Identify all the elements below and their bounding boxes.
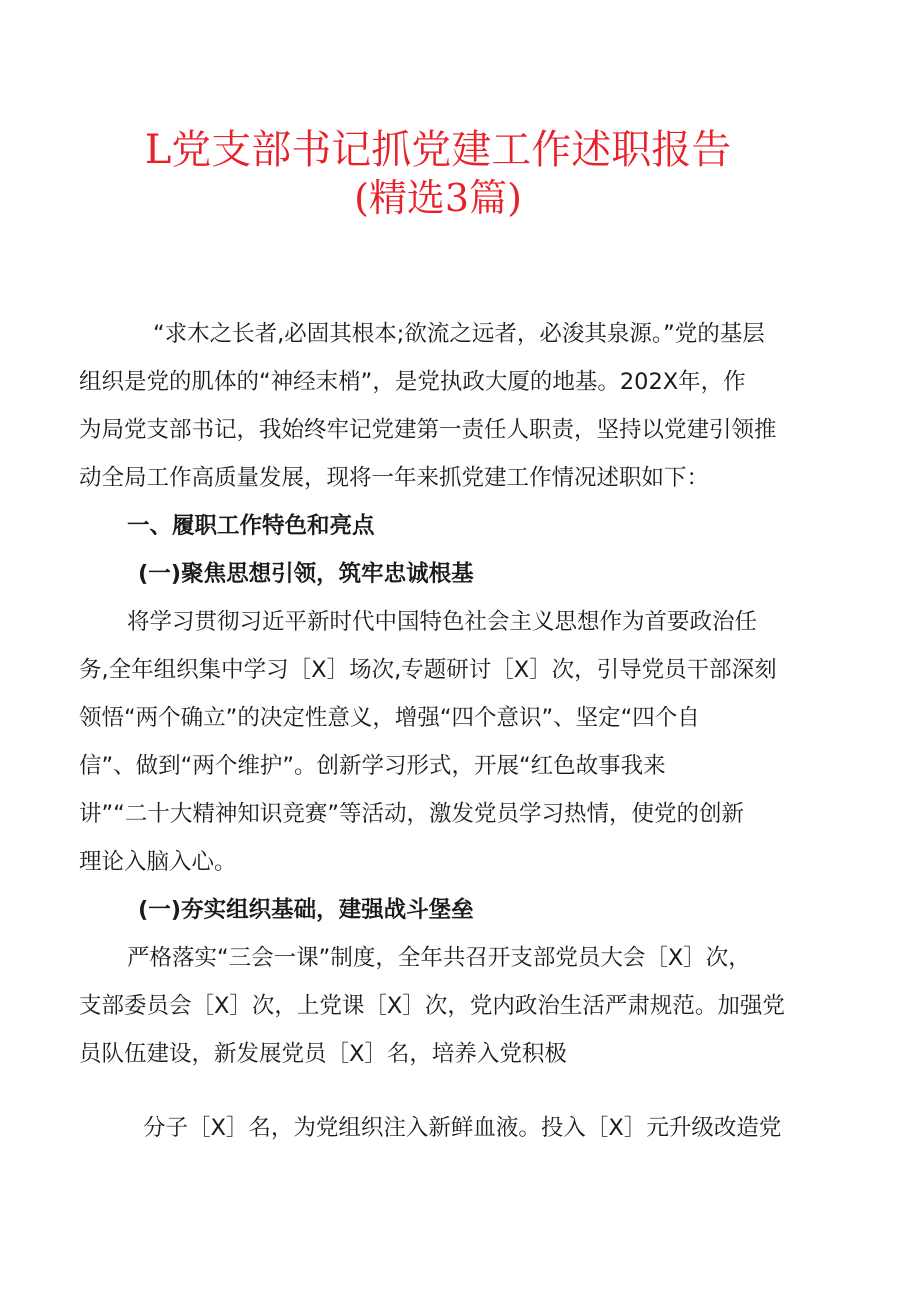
paragraph-line: 将学习贯彻习近平新时代中国特色社会主义思想作为首要政治任 [127, 609, 758, 635]
section-heading: 一、履职工作特色和亮点 [127, 513, 375, 539]
paragraph-line: 分子［X］名，为党组织注入新鲜血液。投入［X］元升级改造党 [143, 1115, 782, 1141]
subsection-heading: (一)夯实组织基础，建强战斗堡垒 [138, 897, 474, 923]
document-title: L党支部书记抓党建工作述职报告 [144, 127, 732, 173]
paragraph-line: 严格落实“三会一课”制度，全年共召开支部党员大会［X］次， [127, 945, 751, 971]
paragraph-line: 组织是党的肌体的“神经末梢”，是党执政大厦的地基。202X年，作 [79, 369, 746, 395]
paragraph-line: 动全局工作高质量发展，现将一年来抓党建工作情况述职如下： [79, 465, 710, 491]
document-subtitle: (精选3篇) [354, 176, 522, 220]
paragraph-line: 理论入脑入心。 [79, 849, 237, 875]
paragraph-line: 领悟“两个确立”的决定性意义，增强“四个意识”、坚定“四个自 [79, 705, 700, 731]
paragraph-line: 支部委员会［X］次，上党课［X］次，党内政治生活严肃规范。加强党 [79, 993, 785, 1019]
paragraph-line: 务,全年组织集中学习［X］场次,专题研讨［X］次，引导党员干部深刻 [79, 657, 777, 683]
paragraph-line: 信”、做到“两个维护”。创新学习形式，开展“红色故事我来 [79, 753, 666, 779]
paragraph-line: “求木之长者,必固其根本;欲流之远者，必浚其泉源。”党的基层 [153, 321, 765, 347]
paragraph-line: 讲”“二十大精神知识竞赛”等活动，激发党员学习热情，使党的创新 [79, 801, 744, 827]
paragraph-line: 员队伍建设，新发展党员［X］名，培养入党积极 [79, 1041, 567, 1067]
subsection-heading: (一)聚焦思想引领，筑牢忠诚根基 [138, 561, 474, 587]
paragraph-line: 为局党支部书记，我始终牢记党建第一责任人职责，坚持以党建引领推 [79, 417, 777, 443]
